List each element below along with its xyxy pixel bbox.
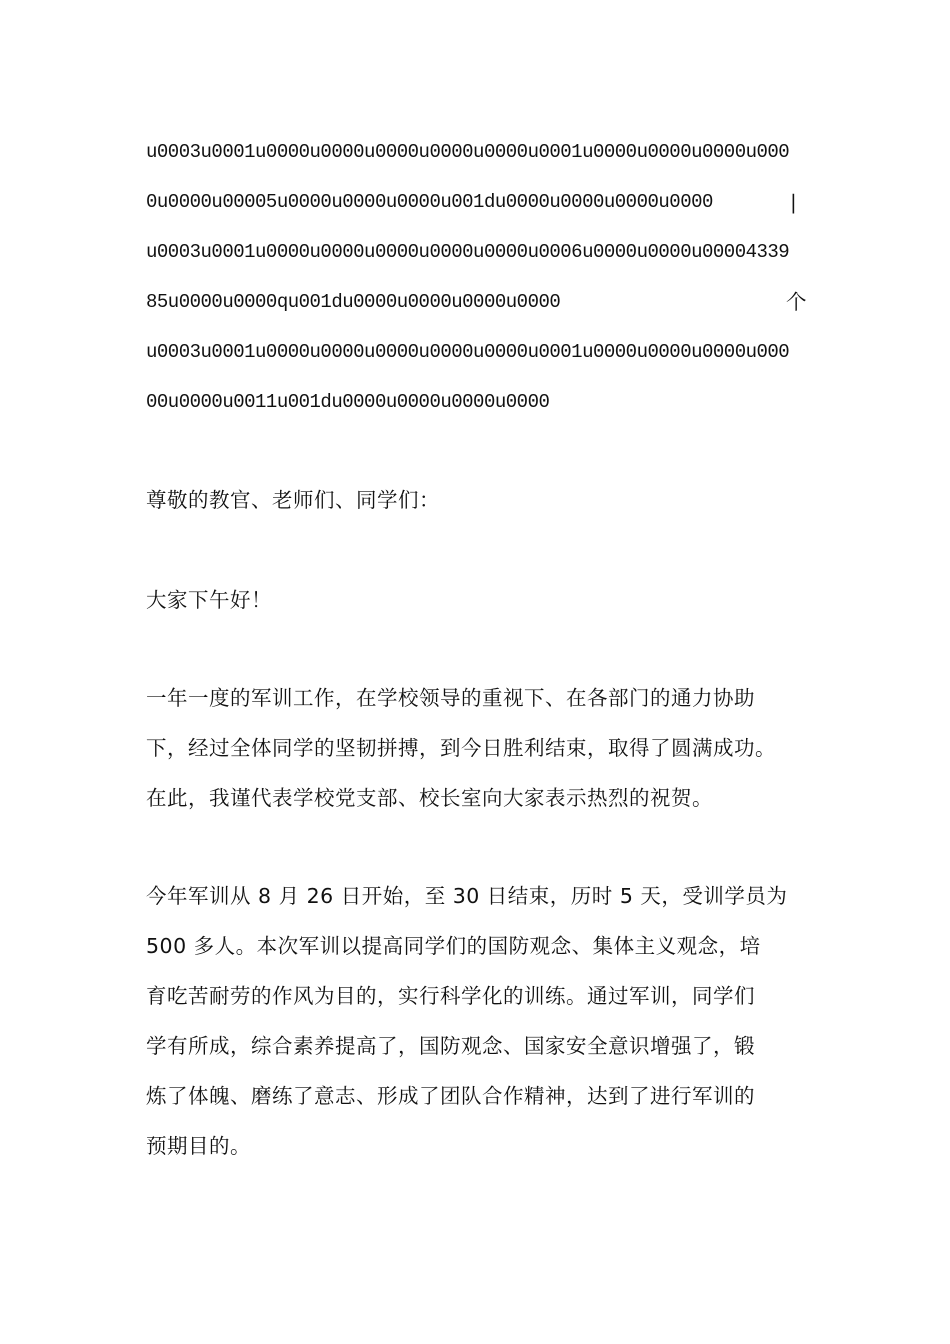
paragraph-1-line-2: 下，经过全体同学的坚韧拼搏，到今日胜利结束，取得了圆满成功。 xyxy=(146,736,776,760)
paragraph-1-line-3: 在此，我谨代表学校党支部、校长室向大家表示热烈的祝贺。 xyxy=(146,786,713,810)
greeting: 大家下午好！ xyxy=(146,588,272,612)
paragraph-2-line-5: 炼了体魄、磨练了意志、形成了团队合作精神，达到了进行军训的 xyxy=(146,1084,755,1108)
garbled-line-1: u0003u0001u0000u0000u0000u0000u0000u0001u0000u0000u0000u000 xyxy=(146,141,790,163)
garbled-mark-char: 个 xyxy=(786,290,807,314)
paragraph-2-line-4: 学有所成，综合素养提高了，国防观念、国家安全意识增强了，锻 xyxy=(146,1034,755,1058)
paragraph-1-line-1: 一年一度的军训工作，在学校领导的重视下、在各部门的通力协助 xyxy=(146,686,755,710)
salutation: 尊敬的教官、老师们、同学们： xyxy=(146,488,440,512)
garbled-line-6: 00u0000u0011u001du0000u0000u0000u0000 xyxy=(146,391,550,413)
garbled-line-5: u0003u0001u0000u0000u0000u0000u0000u0001u0000u0000u0000u000 xyxy=(146,341,790,363)
paragraph-2-line-1: 今年军训从 8 月 26 日开始，至 30 日结束，历时 5 天，受训学员为 xyxy=(146,884,788,908)
garbled-line-4: 85u0000u0000qu001du0000u0000u0000u0000 xyxy=(146,291,561,313)
paragraph-2-line-3: 育吃苦耐劳的作风为目的，实行科学化的训练。通过军训，同学们 xyxy=(146,984,755,1008)
garbled-line-2: 0u0000u00005u0000u0000u0000u001du0000u0000u0000u0000 xyxy=(146,191,713,213)
paragraph-2-line-2: 500 多人。本次军训以提高同学们的国防观念、集体主义观念，培 xyxy=(146,934,761,958)
paragraph-2-line-6: 预期目的。 xyxy=(146,1134,251,1158)
garbled-mark-bar: | xyxy=(790,190,797,214)
garbled-line-3: u0003u0001u0000u0000u0000u0000u0000u0006u0000u0000u00004339 xyxy=(146,241,790,263)
